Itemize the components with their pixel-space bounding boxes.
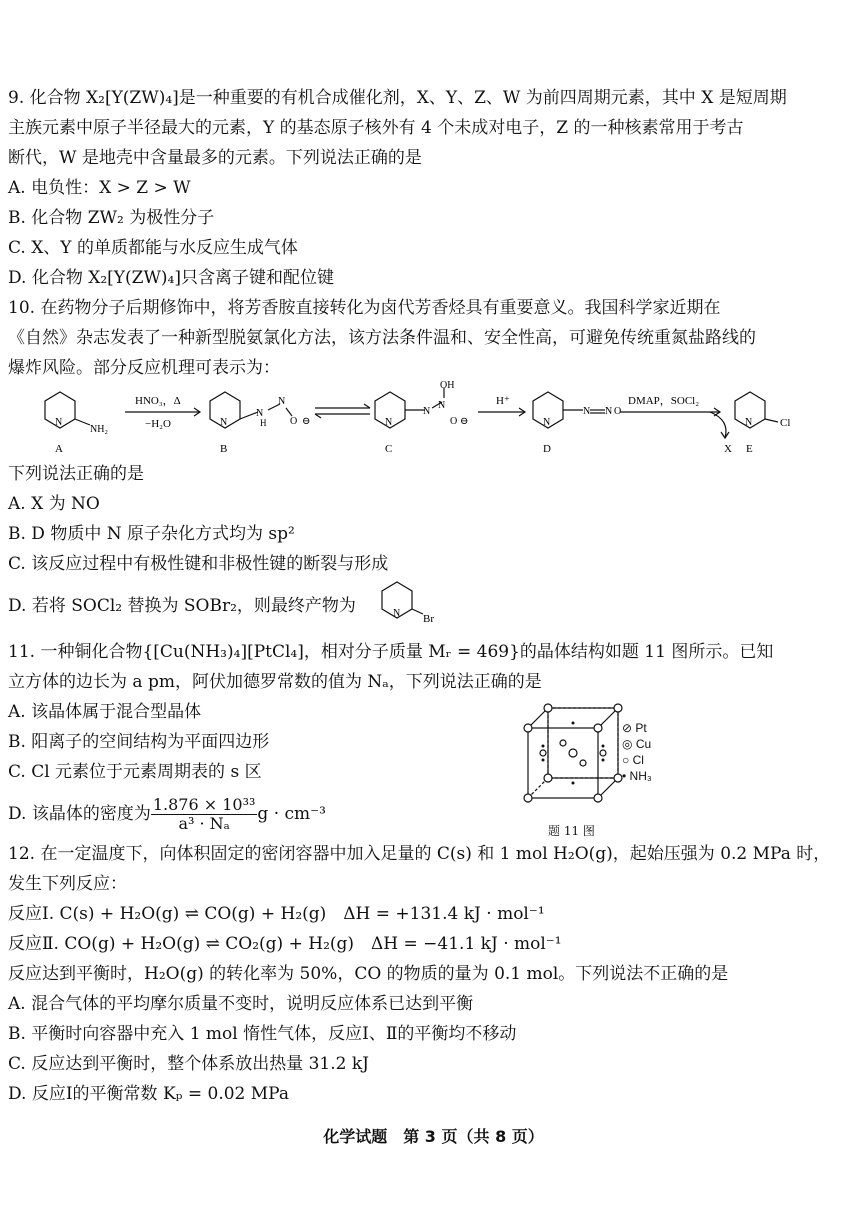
q12-reaction-1: 反应Ⅰ. C(s) + H₂O(g) ⇌ CO(g) + H₂(g) ΔH = +131.4 kJ · mol⁻¹ [8, 904, 545, 924]
scheme-o-c: O [450, 416, 458, 427]
scheme-n-b: N [220, 417, 228, 428]
scheme-nh2: NH₂ [90, 424, 108, 435]
scheme-n-b2: N [256, 408, 264, 419]
bromopyridine-structure [375, 578, 445, 634]
crystal-legend [622, 720, 652, 784]
q11-d-prefix: D. 该晶体的密度为 [8, 804, 151, 824]
q11-option-d [8, 796, 326, 833]
legend-pt-label: Pt [635, 721, 647, 735]
legend-cu-label: Cu [635, 737, 652, 751]
density-denominator: a³ · Nₐ [178, 814, 230, 833]
label-a: A [55, 443, 63, 455]
q12-stem-line-2: 发生下列反应： [8, 874, 127, 894]
q10-option-a: A. X 为 NO [8, 494, 100, 514]
br-label: Br [423, 613, 434, 625]
q10-stem-line-1: 10. 在药物分子后期修饰中，将芳香胺直接转化为卤代芳香烃具有重要意义。我国科学家近期在 [8, 298, 721, 318]
q12-reaction-2: 反应Ⅱ. CO(g) + H₂O(g) ⇌ CO₂(g) + H₂(g) ΔH = −41.1 kJ · mol⁻¹ [8, 934, 562, 954]
q12-stem-line-1: 12. 在一定温度下，向体积固定的密闭容器中加入足量的 C(s) 和 1 mol H₂O(g)，起始压强为 0.2 MPa 时， [8, 844, 831, 864]
scheme-cl: Cl [780, 417, 791, 429]
q11-option-a: A. 该晶体属于混合型晶体 [8, 702, 202, 722]
q9-stem-line-1: 9. 化合物 X₂[Y(ZW)₄]是一种重要的有机合成催化剂，X、Y、Z、W 为前四周期元素，其中 X 是短周期 [8, 88, 787, 108]
legend-cl: ○ Cl [622, 753, 644, 767]
q10-option-d: D. 若将 SOCl₂ 替换为 SOBr₂，则最终产物为 [8, 596, 356, 616]
scheme-o-b: O [290, 416, 298, 427]
q9-stem-line-3: 断代，W 是地壳中含量最多的元素。下列说法正确的是 [8, 148, 422, 168]
scheme-n-d3: N [605, 406, 613, 417]
legend-cl-label: Cl [632, 753, 644, 767]
legend-nh3-label: NH₃ [629, 769, 652, 783]
q9-option-d: D. 化合物 X₂[Y(ZW)₄]只含离子键和配位键 [8, 268, 335, 288]
scheme-n-a: N [55, 417, 63, 428]
q12-option-b: B. 平衡时向容器中充入 1 mol 惰性气体，反应Ⅰ、Ⅱ的平衡均不移动 [8, 1024, 517, 1044]
scheme-oh-c: OH [440, 380, 455, 391]
q9-option-b: B. 化合物 ZW₂ 为极性分子 [8, 208, 215, 228]
label-c: C [385, 443, 393, 455]
legend-nh3: • NH₃ [622, 769, 652, 783]
q9-stem-line-2: 主族元素中原子半径最大的元素，Y 的基态原子核外有 4 个未成对电子，Z 的一种核素常用于考古 [8, 118, 744, 138]
label-e: E [746, 443, 753, 455]
q12-option-d: D. 反应Ⅰ的平衡常数 Kₚ = 0.02 MPa [8, 1084, 289, 1104]
scheme-n-c: N [385, 417, 393, 428]
legend-cu: ◎ Cu [622, 737, 652, 751]
q12-stem-line-3: 反应达到平衡时，H₂O(g) 的转化率为 50%，CO 的物质的量为 0.1 mol。下列说法不正确的是 [8, 964, 729, 984]
density-unit: g · cm⁻³ [257, 804, 326, 824]
scheme-o-d: O [614, 406, 622, 417]
q9-option-c: C. X、Y 的单质都能与水反应生成气体 [8, 238, 298, 258]
q11-stem-line-2: 立方体的边长为 a pm，阿伏加德罗常数的值为 Nₐ，下列说法正确的是 [8, 672, 542, 692]
q12-option-a: A. 混合气体的平均摩尔质量不变时，说明反应体系已达到平衡 [8, 994, 474, 1014]
br-ring-n: N [393, 608, 401, 619]
scheme-h-b: H [260, 418, 267, 428]
density-numerator: 1.876 × 10³³ [152, 795, 256, 814]
page-footer: 化学试题 第 3 页（共 8 页） [323, 1127, 544, 1146]
q10-option-b: B. D 物质中 N 原子杂化方式均为 sp² [8, 524, 295, 544]
q9-option-a: A. 电负性：X > Z > W [8, 178, 191, 198]
scheme-minus-b: ⊖ [302, 416, 311, 427]
figure-caption: 题 11 图 [548, 824, 595, 838]
scheme-minus-c: ⊖ [460, 416, 469, 427]
q10-option-c: C. 该反应过程中有极性键和非极性键的断裂与形成 [8, 554, 389, 574]
condition-1-bottom: −H₂O [145, 418, 171, 430]
scheme-n-d: N [543, 417, 551, 428]
scheme-n-c2: N [423, 406, 431, 417]
q12-option-c: C. 反应达到平衡时，整个体系放出热量 31.2 kJ [8, 1054, 369, 1074]
density-fraction [151, 796, 258, 833]
scheme-n-d2: N [583, 406, 591, 417]
q11-option-b: B. 阳离子的空间结构为平面四边形 [8, 732, 270, 752]
q10-stem-line-2: 《自然》杂志发表了一种新型脱氨氯化方法，该方法条件温和、安全性高，可避免传统重氮盐路线的 [8, 328, 756, 348]
reaction-scheme [30, 380, 830, 460]
scheme-n-b3: N [278, 396, 286, 407]
condition-2: H⁺ [496, 395, 510, 407]
q10-question: 下列说法正确的是 [8, 464, 144, 484]
q11-stem-line-1: 11. 一种铜化合物{[Cu(NH₃)₄][PtCl₄]，相对分子质量 Mᵣ = 469}的晶体结构如题 11 图所示。已知 [8, 642, 774, 662]
label-d: D [543, 443, 551, 455]
q10-stem-line-3: 爆炸风险。部分反应机理可表示为： [8, 358, 280, 378]
label-b: B [220, 443, 228, 455]
condition-1-top: HNO₃，Δ [135, 395, 181, 407]
scheme-n-e: N [745, 417, 753, 428]
legend-pt: ⊘ Pt [622, 721, 647, 735]
scheme-x: X [724, 443, 732, 455]
scheme-n-c3: N [438, 400, 446, 411]
condition-3: DMAP，SOCl₂ [628, 395, 700, 407]
q11-option-c: C. Cl 元素位于元素周期表的 s 区 [8, 762, 262, 782]
